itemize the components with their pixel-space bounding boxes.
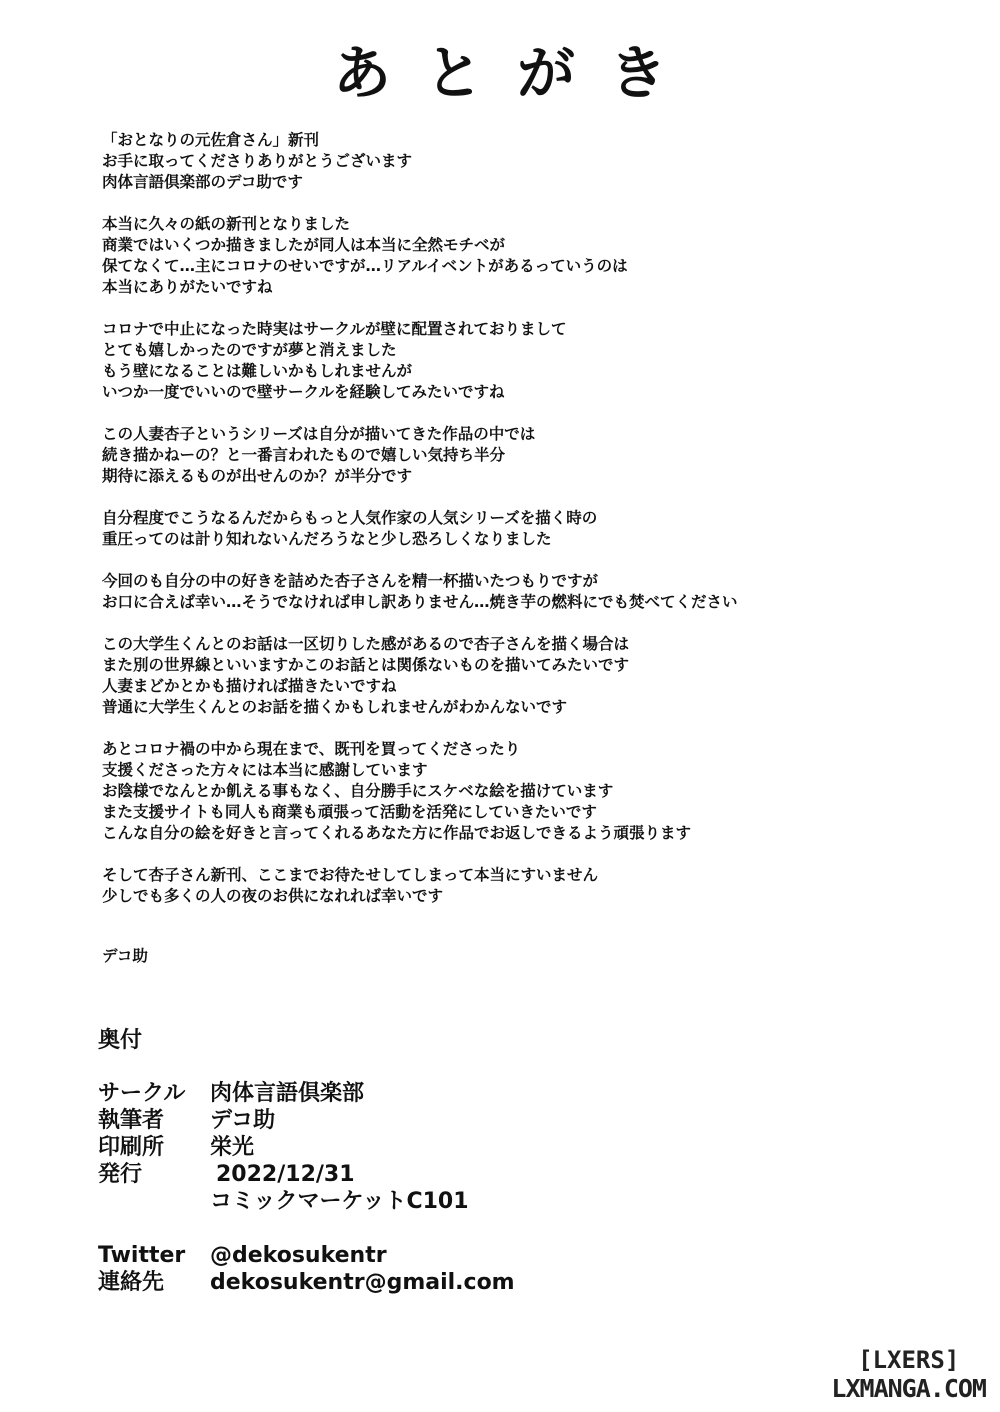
text-line: 保てなくて…主にコロナのせいですが…リアルイベントがあるっていうのは xyxy=(102,257,628,275)
text-line: 普通に大学生くんとのお話を描くかもしれませんがわかんないです xyxy=(102,698,568,716)
page-title: あとがき xyxy=(332,39,701,107)
paragraph xyxy=(102,634,962,718)
text-line: 自分程度でこうなるんだからもっと人気作家の人気シリーズを描く時の xyxy=(102,509,598,527)
text-line: もう壁になることは難しいかもしれませんが xyxy=(102,362,413,380)
text-line: また支援サイトも同人も商業も頑張って活動を活発にしていきたいです xyxy=(102,803,597,821)
contact-email: dekosukentr@gmail.com xyxy=(210,1270,515,1295)
text-line: 今回のも自分の中の好きを詰めた杏子さんを精一杯描いたつもりですが xyxy=(102,572,599,590)
colophon-event-row xyxy=(98,1188,469,1215)
watermark-top: [LXERS] xyxy=(858,1346,960,1374)
text-line: 支援くださった方々には本当に感謝しています xyxy=(102,761,428,779)
colophon-heading: 奥付 xyxy=(98,1028,143,1053)
text-line: この人妻杏子というシリーズは自分が描いてきた作品の中では xyxy=(102,425,536,443)
text-line: そして杏子さん新刊、ここまでお待たせしてしまって本当にすいません xyxy=(102,866,599,884)
site-watermark xyxy=(831,1346,986,1404)
text-line: 本当にありがたいですね xyxy=(102,278,273,296)
published-label: 発行 xyxy=(98,1162,143,1187)
afterword-body xyxy=(102,130,962,928)
text-line: あとコロナ禍の中から現在まで、既刊を買ってくださったり xyxy=(102,740,521,758)
contact-label: 連絡先 xyxy=(98,1270,165,1295)
paragraph xyxy=(102,739,962,844)
printer-label: 印刷所 xyxy=(98,1135,165,1160)
paragraph xyxy=(102,214,962,298)
text-line: コロナで中止になった時実はサークルが壁に配置されておりまして xyxy=(102,320,567,338)
text-line: この大学生くんとのお話は一区切りした感があるので杏子さんを描く場合は xyxy=(102,635,630,653)
colophon-twitter-row xyxy=(98,1242,387,1269)
text-line: また別の世界線といいますかこのお話とは関係ないものを描いてみたいです xyxy=(102,656,630,674)
paragraph xyxy=(102,571,962,613)
paragraph xyxy=(102,319,962,403)
colophon-circle-row xyxy=(98,1080,364,1107)
paragraph xyxy=(102,865,962,907)
text-line: 続き描かねーの？と一番言われたもので嬉しい気持ち半分 xyxy=(102,446,506,464)
text-line: とても嬉しかったのですが夢と消えました xyxy=(102,341,397,359)
twitter-label: Twitter xyxy=(98,1243,186,1268)
text-line: お陰様でなんとか飢える事もなく、自分勝手にスケベな絵を描けています xyxy=(102,782,614,800)
published-date: 2022/12/31 xyxy=(216,1162,355,1187)
text-line: 本当に久々の紙の新刊となりました xyxy=(102,215,351,233)
author-label: 執筆者 xyxy=(98,1108,165,1133)
text-line: 肉体言語倶楽部のデコ助です xyxy=(102,173,303,191)
text-line: 少しでも多くの人の夜のお供になれれば幸いです xyxy=(102,887,444,905)
text-line: いつか一度でいいので壁サークルを経験してみたいですね xyxy=(102,383,505,401)
paragraph xyxy=(102,424,962,487)
text-line: 商業ではいくつか描きましたが同人は本当に全然モチベが xyxy=(102,236,506,254)
circle-value: 肉体言語倶楽部 xyxy=(210,1081,365,1106)
text-line: お手に取ってくださりありがとうございます xyxy=(102,152,413,170)
text-line: 人妻まどかとかも描ければ描きたいですね xyxy=(102,677,397,695)
colophon-contact-row xyxy=(98,1269,515,1296)
text-line: こんな自分の絵を好きと言ってくれるあなた方に作品でお返しできるよう頑張ります xyxy=(102,824,692,842)
author-signature: デコ助 xyxy=(102,947,148,965)
colophon-published-row xyxy=(98,1161,355,1188)
paragraph xyxy=(102,130,962,193)
published-event: コミックマーケットC101 xyxy=(210,1189,469,1214)
colophon-author-row xyxy=(98,1107,275,1134)
watermark-bottom: LXMANGA.COM xyxy=(831,1374,986,1403)
circle-label: サークル xyxy=(98,1081,186,1106)
text-line: お口に合えば幸い…そうでなければ申し訳ありません…焼き芋の燃料にでも焚べてください xyxy=(102,593,738,611)
printer-value: 栄光 xyxy=(210,1135,255,1160)
colophon-printer-row xyxy=(98,1134,254,1161)
twitter-handle: @dekosukentr xyxy=(210,1243,387,1268)
paragraph xyxy=(102,508,962,550)
text-line: 重圧ってのは計り知れないんだろうなと少し恐ろしくなりました xyxy=(102,530,552,548)
text-line: 期待に添えるものが出せんのか？が半分です xyxy=(102,467,413,485)
text-line: 「おとなりの元佐倉さん」新刊 xyxy=(102,131,320,149)
author-value: デコ助 xyxy=(210,1108,276,1133)
